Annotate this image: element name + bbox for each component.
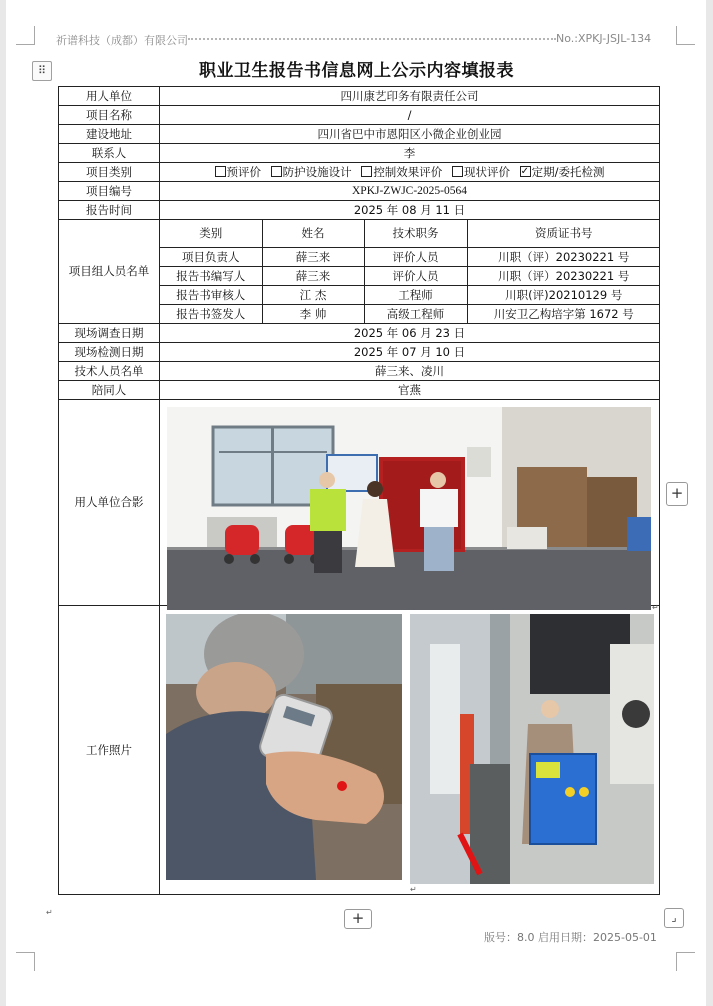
team-header-category: 类别 [160,220,262,248]
category-option-periodic-testing[interactable]: ✓ 定期/委托检测 [520,165,605,179]
crop-mark-top-left [16,26,35,45]
checkbox-icon[interactable] [452,166,463,177]
tech-staff-label: 技术人员名单 [59,362,160,381]
contact-label: 联系人 [59,144,160,163]
project-no-value[interactable]: XPKJ-ZWJC-2025-0564 [160,182,660,201]
header-leader-dots [188,38,556,40]
category-option-status-evaluation[interactable]: 现状评价 [452,165,510,179]
table-row [59,125,660,144]
group-photo-image [167,407,651,610]
team-header-name: 姓名 [262,220,364,248]
team-cell[interactable]: 薛三来 [262,267,364,286]
test-date-value[interactable]: 2025 年 07 月 10 日 [160,343,660,362]
table-row [59,87,660,106]
table-row [59,381,660,400]
work-photo-sound-meter-image [166,614,402,880]
team-cell[interactable]: 江 杰 [262,286,364,305]
table-row [59,163,660,182]
team-table [160,220,660,323]
address-value[interactable]: 四川省巴中市恩阳区小微企业创业园 [160,125,660,144]
team-cell[interactable]: 报告书签发人 [160,305,262,324]
team-cell[interactable]: 评价人员 [364,267,467,286]
category-options [160,163,660,182]
survey-date-value[interactable]: 2025 年 06 月 23 日 [160,324,660,343]
address-label: 建设地址 [59,125,160,144]
table-row [59,324,660,343]
group-photo[interactable] [167,407,651,610]
add-row-button[interactable]: + [344,909,372,929]
category-option-protection-design[interactable]: 防护设施设计 [271,165,352,179]
table-move-handle[interactable]: ⠿ [32,61,52,81]
accompany-label: 陪同人 [59,381,160,400]
team-cell[interactable]: 评价人员 [364,248,467,267]
table-row [59,106,660,125]
table-row [160,286,660,305]
team-cell[interactable]: 工程师 [364,286,467,305]
paragraph-mark: ↵ [46,908,53,917]
table-row [59,343,660,362]
table-row [59,144,660,163]
crop-mark-bottom-right [676,952,695,971]
category-option-control-effect[interactable]: 控制效果评价 [361,165,442,179]
project-name-value[interactable]: / [160,106,660,125]
team-cell [160,220,660,324]
checkbox-icon[interactable] [361,166,372,177]
group-photo-label: 用人单位合影 [59,400,160,606]
team-header-cert: 资质证书号 [467,220,660,248]
page-title: 职业卫生报告书信息网上公示内容填报表 [199,61,514,81]
footer-version: 版号：8.0 启用日期：2025-05-01 [484,931,657,944]
category-option-pre-evaluation[interactable]: 预评价 [215,165,262,179]
tech-staff-value[interactable]: 薛三来、凌川 [160,362,660,381]
table-row [59,220,660,324]
paragraph-mark: ↵ [652,603,659,612]
checked-checkbox-icon[interactable] [520,166,531,177]
table-row [59,201,660,220]
header-doc-number: No.:XPKJ-JSJL-134 [556,32,652,45]
category-label: 项目类别 [59,163,160,182]
survey-date-label: 现场调查日期 [59,324,160,343]
work-photo-sound-meter[interactable] [166,614,402,880]
team-cell[interactable]: 高级工程师 [364,305,467,324]
contact-value[interactable]: 李 [160,144,660,163]
checkbox-icon[interactable] [215,166,226,177]
team-cell[interactable]: 报告书编写人 [160,267,262,286]
employer-label: 用人单位 [59,87,160,106]
table-row [160,267,660,286]
team-cell[interactable]: 报告书审核人 [160,286,262,305]
table-row [160,248,660,267]
crop-mark-bottom-left [16,952,35,971]
team-cell[interactable]: 川安卫乙构培字第 1672 号 [467,305,660,324]
team-cell[interactable]: 薛三来 [262,248,364,267]
work-photo-label: 工作照片 [59,606,160,895]
checkbox-icon[interactable] [271,166,282,177]
report-time-label: 报告时间 [59,201,160,220]
team-cell[interactable]: 川职（评）20230221 号 [467,248,660,267]
test-date-label: 现场检测日期 [59,343,160,362]
table-resize-handle[interactable]: ⌟ [664,908,684,928]
header-company: 祈谱科技（成都）有限公司 [56,34,188,47]
table-row [160,305,660,324]
crop-mark-top-right [676,26,695,45]
work-photo-sampler[interactable] [410,614,654,884]
team-header-title: 技术职务 [364,220,467,248]
team-cell[interactable]: 项目负责人 [160,248,262,267]
project-name-label: 项目名称 [59,106,160,125]
work-photo-sampler-image [410,614,654,884]
add-column-button[interactable]: + [666,482,688,506]
report-time-value[interactable]: 2025 年 08 月 11 日 [160,201,660,220]
table-row [59,182,660,201]
accompany-value[interactable]: 官燕 [160,381,660,400]
team-cell[interactable]: 川职(评)20210129 号 [467,286,660,305]
team-cell[interactable]: 川职（评）20230221 号 [467,267,660,286]
team-cell[interactable]: 李 帅 [262,305,364,324]
paragraph-mark: ↵ [410,885,417,894]
employer-value[interactable]: 四川康艺印务有限责任公司 [160,87,660,106]
project-no-label: 项目编号 [59,182,160,201]
table-row [59,362,660,381]
team-header-row [160,220,660,248]
team-label: 项目组人员名单 [59,220,160,324]
